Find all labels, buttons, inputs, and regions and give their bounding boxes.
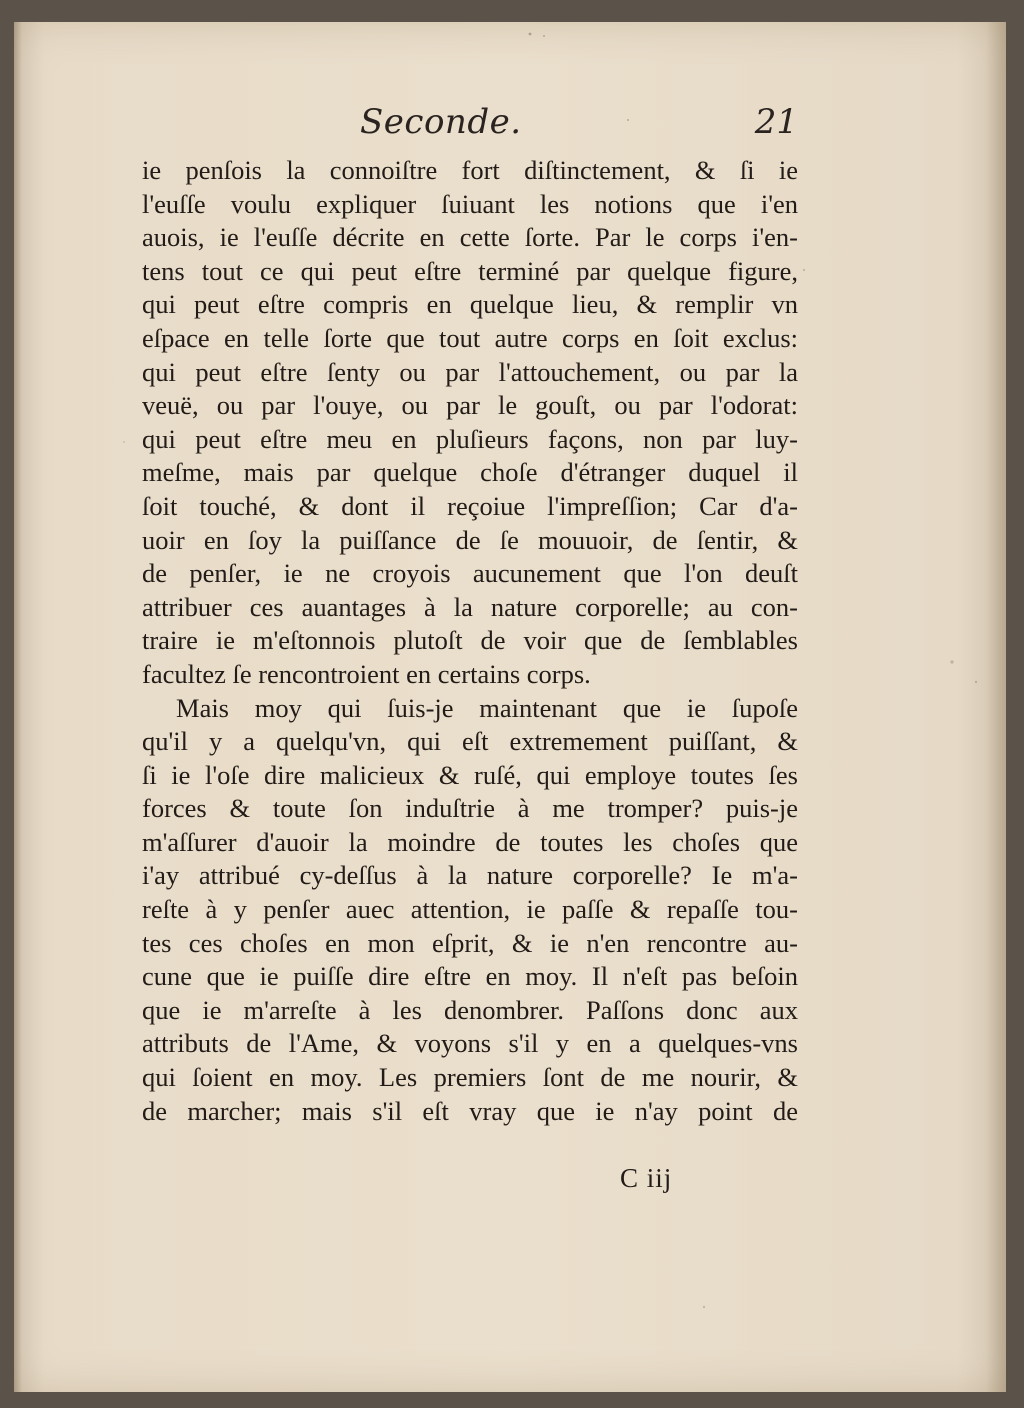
text-line: facultez ſe rencontroient en certains corps. (142, 658, 591, 689)
text-line: eſpace en telle ſorte que tout autre corps en ſoit exclus: (142, 322, 798, 353)
text-line: uoir en ſoy la puiſſance de ſe mouuoir, de ſentir, & (142, 524, 798, 555)
running-head-title: Seconde. (360, 102, 522, 142)
text-line: qui peut eſtre ſenty ou par l'attouchement, ou par la (142, 356, 798, 387)
text-line: qui peut eſtre meu en pluſieurs façons, non par luy- (142, 423, 798, 454)
running-head (130, 82, 806, 142)
text-line: ſi ie l'oſe dire malicieux & ruſé, qui employe toutes ſes (142, 759, 798, 790)
paragraph-2 (142, 692, 798, 1129)
text-line: qu'il y a quelqu'vn, qui eſt extremement puiſſant, & (142, 726, 798, 757)
page-gutter-shadow (14, 22, 22, 1392)
text-line: ſoit touché, & dont il reçoiue l'impreſſion; Car d'a- (142, 490, 798, 521)
text-line: forces & toute ſon induſtrie à me tromper? puis-je (142, 793, 798, 824)
text-line: i'ay attribué cy-deſſus à la nature corporelle? Ie m'a- (142, 860, 798, 891)
page-number: 21 (754, 102, 798, 142)
text-line: tes ces choſes en mon eſprit, & ie n'en rencontre au- (142, 927, 798, 958)
text-line: de marcher; mais s'il eſt vray que ie n'ay point de (142, 1095, 798, 1126)
text-line: qui ſoient en moy. Les premiers ſont de me nourir, & (142, 1062, 798, 1093)
text-line: l'euſſe voulu expliquer ſuiuant les notions que i'en (142, 188, 798, 219)
text-line: tens tout ce qui peut eſtre terminé par quelque figure, (142, 255, 798, 286)
page-edge-shadow (986, 22, 1006, 1392)
signature-mark: C iij (620, 1163, 673, 1193)
text-line: qui peut eſtre compris en quelque lieu, & remplir vn (142, 289, 798, 320)
text-line: de penſer, ie ne croyois aucunement que l'on deuſt (142, 558, 798, 589)
text-line: attribuer ces auantages à la nature corporelle; au con- (142, 591, 798, 622)
text-line: traire ie m'eſtonnois plutoſt de voir que de ſemblables (142, 625, 798, 656)
paragraph-1 (142, 154, 798, 692)
text-line: attributs de l'Ame, & voyons s'il y en a quelques-vns (142, 1028, 798, 1059)
text-line: Mais moy qui ſuis-je maintenant que ie ſupoſe (176, 692, 798, 723)
text-line: ie penſois la connoiſtre fort diſtinctement, & ſi ie (142, 155, 798, 185)
body-text (142, 154, 798, 1128)
text-line: meſme, mais par quelque choſe d'étranger duquel il (142, 457, 798, 488)
text-line: reſte à y penſer auec attention, ie paſſe & repaſſe tou- (142, 894, 798, 925)
text-line: veuë, ou par l'ouye, ou par le gouſt, ou par l'odorat: (142, 390, 798, 421)
text-line: que ie m'arreſte à les denombrer. Paſſons donc aux (142, 994, 798, 1025)
text-line: auois, ie l'euſſe décrite en cette ſorte. Par le corps i'en- (142, 222, 798, 253)
text-line: cune que ie puiſſe dire eſtre en moy. Il n'eſt pas beſoin (142, 961, 798, 992)
text-line: m'aſſurer d'auoir la moindre de toutes les choſes que (142, 826, 798, 857)
